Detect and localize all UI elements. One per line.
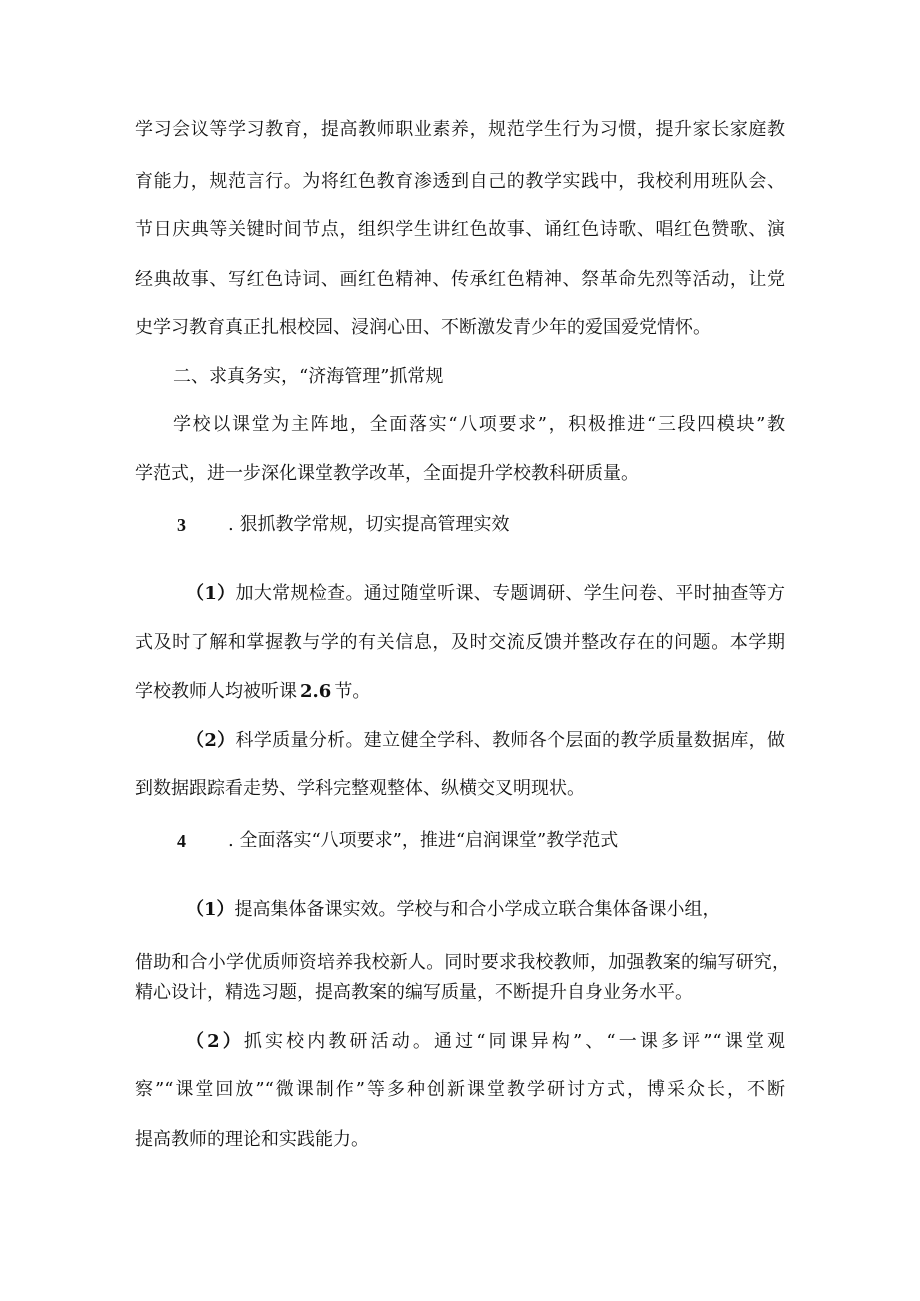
sub-label: （2） xyxy=(186,1031,244,1052)
section-intro-line: 学范式，进一步深化课堂教学改革，全面提升学校教科研质量。 xyxy=(135,463,639,484)
sub-paragraph-line: 察”“课堂回放”“微课制作”等多种创新课堂教学研讨方式，博采众长，不断 xyxy=(135,1079,785,1100)
item-number: 3 xyxy=(177,515,186,535)
sub-text: 科学质量分析。建立健全学科、教师各个层面的教学质量数据库，做 xyxy=(235,730,785,751)
sub-label: （1） xyxy=(186,899,235,920)
intro-line: 史学习教育真正扎根校园、浸润心田、不断激发青少年的爱国爱党情怀。 xyxy=(135,317,711,338)
sub-text: 提高集体备课实效。学校与和合小学成立联合集体备课小组， xyxy=(234,899,721,920)
item-title: . 全面落实“八项要求”，推进“启润课堂”教学范式 xyxy=(228,830,619,851)
sub-paragraph-line: 提高教师的理论和实践能力。 xyxy=(135,1129,369,1150)
listen-count-value: 2.6 xyxy=(300,681,332,702)
intro-line: 节日庆典等关键时间节点，组织学生讲红色故事、诵红色诗歌、唱红色赞歌、演 xyxy=(135,219,785,240)
sub-text: 抓实校内教研活动。通过“同课异构”、“一课多评”“课堂观 xyxy=(243,1031,785,1052)
sub-paragraph-line xyxy=(186,1031,785,1053)
item-number: 4 xyxy=(177,831,186,851)
sub-paragraph-line xyxy=(186,899,721,921)
sub-paragraph-line: 精心设计，精选习题，提高教案的编写质量，不断提升自身业务水平。 xyxy=(135,982,693,1003)
sub-paragraph-line: 借助和合小学优质师资培养我校新人。同时要求我校教师，加强教案的编写研究， xyxy=(135,952,790,973)
sub-label: （1） xyxy=(186,583,236,604)
sub-paragraph-line: 到数据跟踪看走势、学科完整观整体、纵横交叉明现状。 xyxy=(135,778,585,799)
intro-line: 经典故事、写红色诗词、画红色精神、传承红色精神、祭革命先烈等活动，让党 xyxy=(135,269,785,290)
sub-paragraph-line xyxy=(135,681,370,703)
section-heading: 二、求真务实，“济海管理”抓常规 xyxy=(173,366,444,387)
item-title: . 狠抓教学常规，切实提高管理实效 xyxy=(228,514,510,535)
sub-text: 学校教师人均被听课 xyxy=(135,681,297,702)
sub-text: 加大常规检查。通过随堂听课、专题调研、学生问卷、平时抽查等方 xyxy=(235,583,785,604)
section-intro-line: 学校以课堂为主阵地，全面落实“八项要求”，积极推进“三段四模块”教 xyxy=(173,414,785,435)
sub-paragraph-line xyxy=(186,583,785,605)
sub-paragraph-line: 式及时了解和掌握教与学的有关信息，及时交流反馈并整改存在的问题。本学期 xyxy=(135,632,785,653)
sub-label: （2） xyxy=(186,730,236,751)
sub-text: 节。 xyxy=(334,681,371,702)
sub-paragraph-line xyxy=(186,730,785,752)
intro-line: 育能力，规范言行。为将红色教育渗透到自己的教学实践中，我校利用班队会、 xyxy=(135,171,785,192)
intro-line: 学习会议等学习教育，提高教师职业素养，规范学生行为习惯，提升家长家庭教 xyxy=(135,119,785,140)
